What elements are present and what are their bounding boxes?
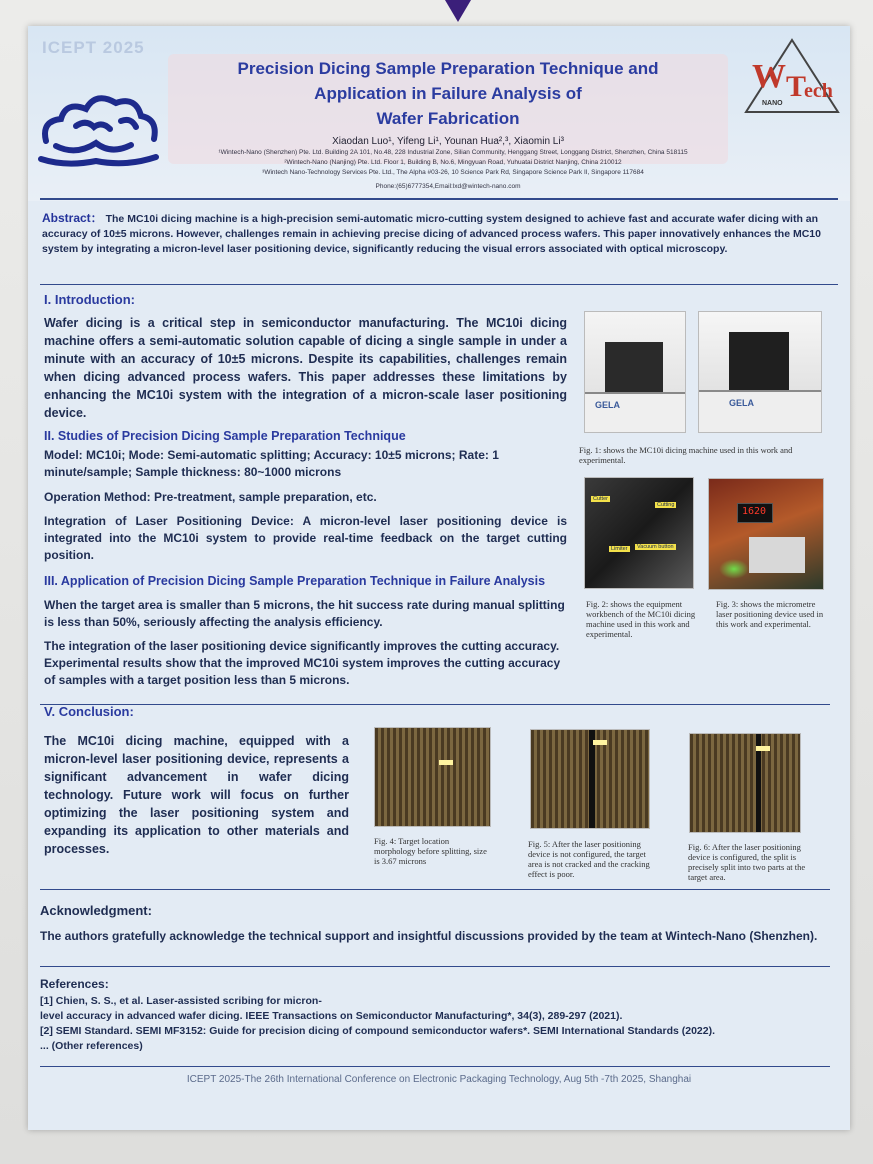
logo-nano: NANO — [762, 100, 783, 107]
machine-brand-label-right: GELA — [729, 398, 755, 408]
laser-spot — [719, 559, 749, 579]
affiliation-2: ²Wintech-Nano (Nanjing) Pte. Ltd. Floor 1, Building B, No.6, Mingyuan Road, Yuhuatai District Nanjing, China 210012 — [284, 159, 622, 166]
references-list — [40, 994, 840, 1054]
reference-1a: [1] Chien, S. S., et al. Laser-assisted scribing for micron- — [40, 995, 322, 1007]
fig4-image — [374, 727, 491, 827]
logo-ech: ech — [804, 80, 833, 102]
affiliation-3: ³Wintech Nano-Technology Services Pte. Ltd., The Alpha #03-26, 10 Science Park Rd, Singapore Science Park II, Singapore 117684 — [262, 169, 644, 176]
logo-letter-w: W — [752, 58, 786, 95]
title-line-3: Wafer Fabrication — [376, 109, 520, 128]
machine-body-dark — [605, 342, 663, 392]
conclusion-rule — [40, 889, 830, 890]
laser-display — [737, 503, 773, 523]
intro-heading: I. Introduction: — [44, 292, 135, 307]
fig1-image-left — [584, 311, 686, 433]
logo-letter-t: T — [786, 70, 807, 103]
triangle-marker-icon — [445, 0, 471, 22]
machine-base-right — [699, 390, 821, 432]
reference-1b: level accuracy in advanced wafer dicing. IEEE Transactions on Semiconductor Manufacturing*, 34(3), 289-297 (2021). — [40, 1010, 623, 1022]
header-rule — [40, 198, 838, 200]
application-p2: The integration of the laser positioning device significantly improves the cutting accuracy. Experimental results show that the improved MC10i system improves the cutting accuracy of samples with a target position less than 5 microns. — [44, 639, 561, 687]
fig2-caption: Fig. 2: shows the equipment workbench of the MC10i dicing machine used in this work and experimental. — [586, 599, 696, 639]
section-rule — [40, 704, 830, 705]
machine-brand-label: GELA — [595, 400, 621, 410]
fig4-caption: Fig. 4: Target location morphology before splitting, size is 3.67 microns — [374, 836, 487, 866]
fig6-caption: Fig. 6: After the laser positioning device is configured, the split is precisely split into two parts at the target area. — [688, 842, 806, 882]
machine-base — [585, 392, 685, 432]
conclusion-heading: V. Conclusion: — [44, 704, 134, 719]
machine-head-dark — [729, 332, 789, 392]
poster — [28, 26, 850, 1130]
wintech-logo — [742, 36, 842, 114]
laser-device-box — [749, 537, 805, 573]
reference-2: [2] SEMI Standard. SEMI MF3152: Guide for precision dicing of compound semiconductor wafers*. SEMI International Standards (2022). — [40, 1025, 716, 1037]
fig2-label-limiter: Limiter — [611, 546, 628, 552]
studies-integration: Integration of Laser Positioning Device: A micron-level laser positioning device is integrated into the MC10i system to provide real-time feedback on the target cutting position. — [44, 514, 567, 562]
fig5-image — [530, 729, 650, 829]
fig6-image — [689, 733, 801, 833]
fig3-image — [708, 478, 824, 590]
poster-title — [208, 56, 688, 131]
studies-heading: II. Studies of Precision Dicing Sample Preparation Technique — [44, 429, 406, 443]
fig1-image-right — [698, 311, 822, 433]
conclusion-text: The MC10i dicing machine, equipped with a micron-level laser positioning device, represents a significant advancement in wafer dicing technology. Future work will focus on further optimizing the laser positioning system and expanding its application to other materials and processes. — [44, 734, 349, 856]
abstract-rule — [40, 284, 838, 285]
application-p1: When the target area is smaller than 5 microns, the hit success rate during manual splitting is less than 50%, seriously affecting the analysis efficiency. — [44, 598, 565, 629]
abstract-text: The MC10i dicing machine is a high-precision semi-automatic micro-cutting system designed to achieve fast and accurate wafer dicing with an accuracy of 10±5 microns. However, challenges remain in achieving precise dicing of advanced process wafers. This paper innovatively enhances the MC10 system by integrating a micron-level laser positioning device, significantly reducing the visual errors associated with optical microscopy. — [42, 213, 821, 255]
studies-operation: Operation Method: Pre-treatment, sample preparation, etc. — [44, 490, 377, 504]
cloud-logo-icon — [36, 81, 166, 171]
target-marker — [439, 760, 453, 765]
contact-info: Phone:(65)6777354,Email:lxd@wintech-nano.com — [375, 183, 521, 190]
conference-tag: ICEPT 2025 — [42, 38, 145, 57]
affiliations — [168, 148, 738, 178]
studies-model: Model: MC10i; Mode: Semi-automatic splitting; Accuracy: 10±5 microns; Rate: 1 minute/sample; Sample thickness: 80~1000 microns — [44, 448, 499, 479]
abstract-label: Abstract： — [42, 211, 103, 225]
fig1-caption: Fig. 1: shows the MC10i dicing machine used in this work and experimental. — [579, 445, 793, 465]
fig2-label-vacuum: Vacuum button — [637, 544, 674, 550]
laser-display-readout: 1620 — [742, 506, 767, 517]
authors: Xiaodan Luo¹, Yifeng Li¹, Younan Hua²,³, Xiaomin Li³ — [332, 136, 564, 147]
references-heading: References: — [40, 977, 109, 991]
target-marker — [756, 746, 770, 751]
poster-footer: ICEPT 2025-The 26th International Conference on Electronic Packaging Technology, Aug 5th -7th 2025, Shanghai — [186, 1074, 692, 1085]
fig3-caption: Fig. 3: shows the micrometre laser positioning device used in this work and experimental. — [716, 599, 824, 629]
fig2-label-cutter: Cutter — [593, 496, 608, 502]
abstract — [42, 211, 837, 257]
fig2-image — [584, 477, 694, 589]
application-heading: III. Application of Precision Dicing Sample Preparation Technique in Failure Analysis — [44, 574, 546, 588]
acknowledgment-text: The authors gratefully acknowledge the technical support and insightful discussions provided by the team at Wintech-Nano (Shenzhen). — [40, 929, 818, 943]
fig2-label-cutting: Cutting — [657, 502, 675, 508]
title-line-1: Precision Dicing Sample Preparation Technique and — [237, 59, 659, 78]
reference-3: ... (Other references) — [40, 1040, 143, 1052]
acknowledgment-heading: Acknowledgment: — [40, 903, 152, 918]
intro-text: Wafer dicing is a critical step in semiconductor manufacturing. The MC10i dicing machine offers a semi-automatic solution capable of dicing a single sample in under a minute with an accuracy of 10±5 microns. Despite its capabilities, challenges remain when dicing advanced process wafers. This paper addresses these limitations by enhancing the MC10i system with the integration of a micron-scale laser positioning device. — [44, 316, 567, 420]
title-line-2: Application in Failure Analysis of — [314, 84, 582, 103]
target-marker — [593, 740, 607, 745]
references-rule — [40, 1066, 830, 1067]
fig5-caption: Fig. 5: After the laser positioning device is not configured, the target area is not cracked and the cracking effect is poor. — [528, 839, 650, 879]
ack-rule — [40, 966, 830, 967]
affiliation-1: ¹Wintech-Nano (Shenzhen) Pte. Ltd. Building 2A 101, No.48, 228 Industrial Zone, Silian Community, Henggang Street, Longgang District, Shenzhen, China 518115 — [218, 149, 688, 156]
